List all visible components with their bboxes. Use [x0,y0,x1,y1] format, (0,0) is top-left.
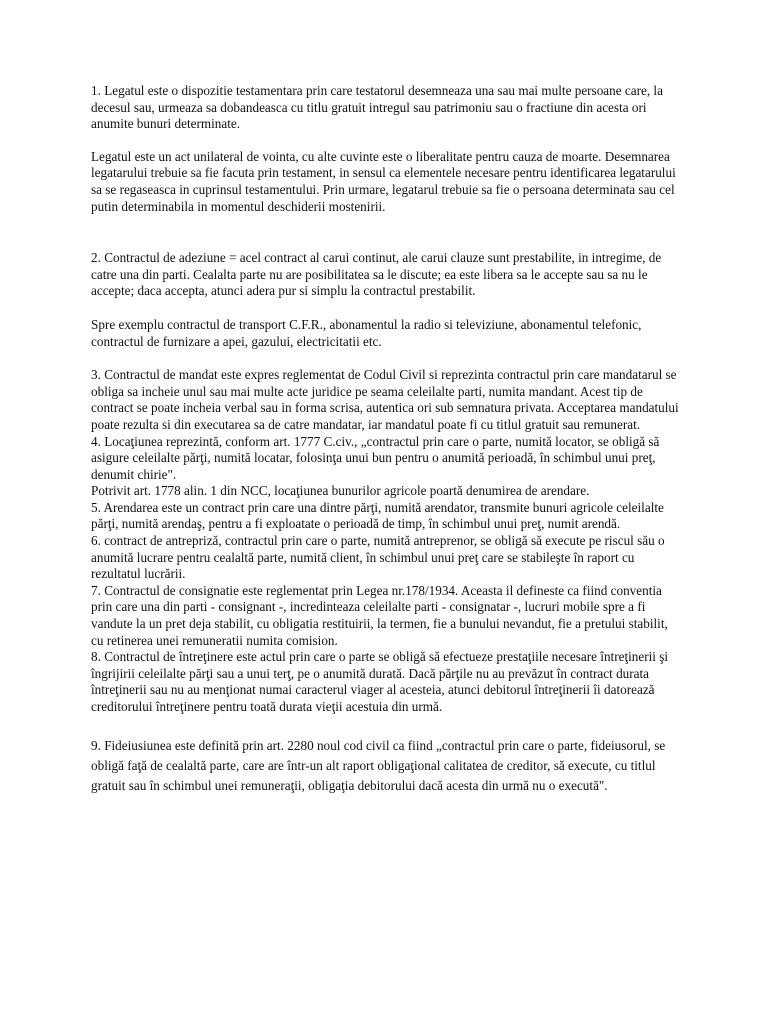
intretinere-paragraph: 8. Contractul de întreţinere este actul prin care o parte se obligă să efectueze prestaţiile necesare întreţinerii şi îngrijirii celeilalte părţi sau a unui terţ, pe o anumită durată. Dacă părţile nu au prevăzut în contract durata întreţinerii sau nu au menţionat numai caracterul viager al acesteia, atunci debitorul întreţinerii îi datorează creditorului întreţinere pentru toată durata vieţii acestuia din urmă. [91,649,669,714]
document-page [91,83,681,796]
paragraph-spacer [91,350,681,367]
legat-unilateral-paragraph: Legatul este un act unilateral de vointa, cu alte cuvinte este o liberalitate pentru cauza de moarte. Desemnarea legatarului trebuie sa fie facuta prin testament, in sensul ca elementele necesare pentru identificarea legatarului sa se regaseasca in cuprinsul testamentului. Prin urmare, legatarul trebuie sa fie o persoana determinata sau cel putin determinabila in momentul deschiderii mostenirii. [91,148,676,214]
contract-adeziune-paragraph: 2. Contractul de adeziune = acel contract al carui continut, ale carui clauze sunt prestabilite, in intregime, de catre una din parti. Cealalta parte nu are posibilitatea sa le discute; ea este libera sa le accepte sau sa nu le accepte; daca accepta, atunci adera pur si simplu la contractul prestabilit. [91,250,662,299]
arendare-paragraph: 5. Arendarea este un contract prin care una dintre părţi, numită arendator, transmite bunuri agricole celeilalte părţi, numită arendaş, pentru a fi exploatate o perioadă de timp, în schimbul unui preţ, numit arendă. [91,499,664,532]
legat-definition-paragraph: 1. Legatul este o dispozitie testamentara prin care testatorul desemneaza una sau mai multe persoane care, la decesul sau, urmeaza sa dobandeasca cu titlu gratuit intregul sau patrimoniu sau o fractiune din acesta ori anumite bunuri determinate. [91,83,663,132]
contract-mandat-paragraph: 3. Contractul de mandat este expres reglementat de Codul Civil si reprezinta contractul prin care mandatarul se obliga sa incheie unul sau mai multe acte juridice pe seama celeilalte parti, numita mandant. Acest tip de contract se poate incheia verbal sau in forma scrisa, autentica ori sub semnatura privata. Acceptarea mandatului poate rezulta si din executarea sa de catre mandatar, iar mandatul poate fi cu titlul gratuit sau remunerat. [91,367,679,432]
locatiune-paragraph: 4. Locaţiunea reprezintă, conform art. 1777 C.civ., „contractul prin care o parte, numită locator, se obligă să asigure celeilalte părţi, numită locatar, folosinţa unui bun pentru o anumită perioadă, în schimbul unui preţ, denumit chirie". [91,433,660,482]
consignatie-paragraph: 7. Contractul de consignatie este reglementat prin Legea nr.178/1934. Aceasta il defineste ca fiind conventia prin care una din parti - consignant -, incredinteaza celeilalte parti - consignatar -, lucruri mobile spre a fi vandute la un pret deja stabilit, cu obligatia restituirii, la termen, fie a bunului nevandut, fie a pretului stabilit, cu retinerea unei remuneratii numita comision. [91,582,668,648]
antrepriza-paragraph: 6. contract de antrepriză, contractul prin care o parte, numită antreprenor, se obligă să execute pe riscul său o anumită lucrare pentru cealaltă parte, numită client, în schimbul unui preţ care se stabileşte în raport cu rezultatul lucrării. [91,533,665,582]
paragraph-spacer [91,300,681,317]
fideiusiune-paragraph: 9. Fideiusiunea este definită prin art. 2280 noul cod civil ca fiind „contractul prin care o parte, fideiusorul, se obligă faţă de cealaltă parte, care are într-un alt raport obligaţional calitatea de creditor, să execute, cu titlul gratuit sau în schimbul unei remuneraţii, obligaţia debitorului dacă acesta din urmă nu o execută". [91,737,666,793]
adeziune-examples-paragraph: Spre exemplu contractul de transport C.F.R., abonamentul la radio si televiziune, abonamentul telefonic, contractul de furnizare a apei, gazului, electricitatii etc. [91,316,642,349]
locatiune-agricole-paragraph: Potrivit art. 1778 alin. 1 din NCC, locaţiunea bunurilor agricole poartă denumirea de arendare. [91,483,590,499]
section-spacer [91,215,681,250]
paragraph-spacer [91,716,681,736]
paragraph-spacer [91,133,681,149]
